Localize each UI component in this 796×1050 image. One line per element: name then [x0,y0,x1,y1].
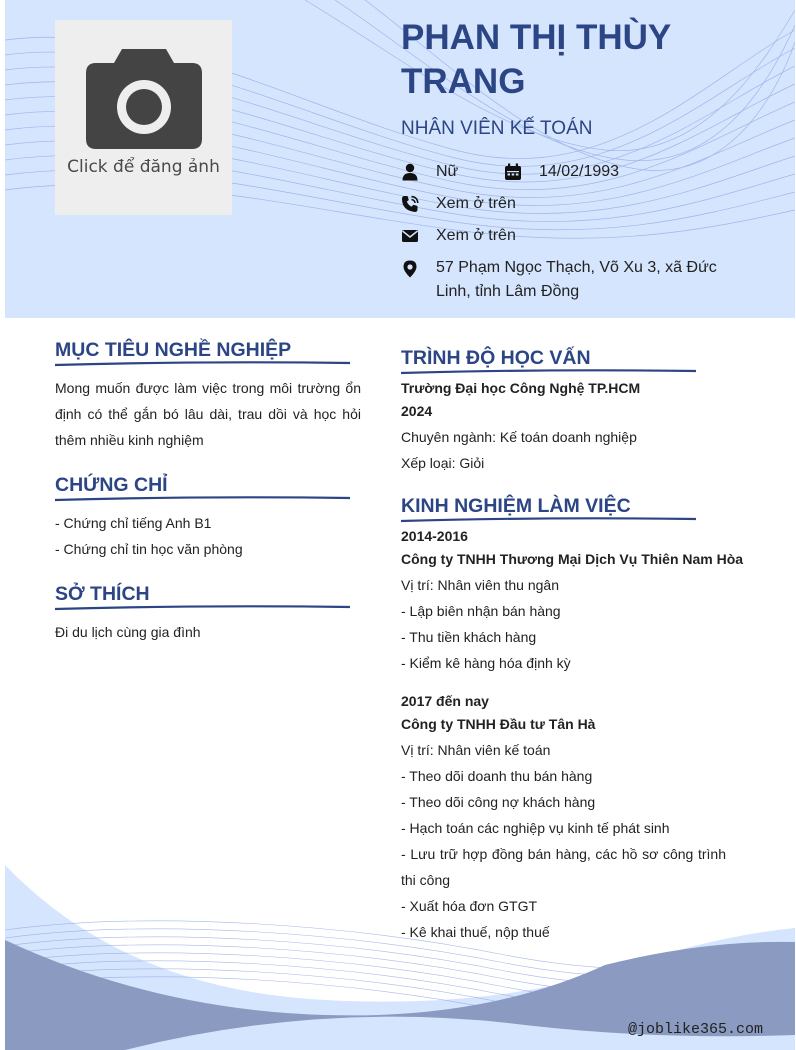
education-school: Trường Đại học Công Nghệ TP.HCM [401,380,641,396]
gender-value: Nữ [436,163,459,180]
objective-title: MỤC TIÊU NGHỀ NGHIỆP [55,339,292,361]
photo-upload-label: Click để đăng ảnh [67,157,220,177]
objective-underline [55,360,350,368]
hobbies-title: SỞ THÍCH [55,583,150,605]
certificates-title: CHỨNG CHỈ [55,474,168,496]
job-task: - Lưu trữ hợp đồng bán hàng, các hồ sơ công trình thi công [401,846,726,888]
job-task: - Kê khai thuế, nộp thuế [401,924,550,940]
job-task: - Hạch toán các nghiệp vụ kinh tế phát sinh [401,820,670,836]
job-title: NHÂN VIÊN KẾ TOÁN [401,118,593,139]
job-period: 2017 đến nay [401,693,489,709]
candidate-name: PHAN THỊ THÙY TRANG [401,18,671,101]
location-pin-icon [401,260,419,278]
cv-page [5,0,795,1050]
education-title: TRÌNH ĐỘ HỌC VẤN [401,347,591,369]
certificate-item: - Chứng chỉ tiếng Anh B1 [55,515,212,531]
job-task: - Lập biên nhận bán hàng [401,603,561,619]
job-position: Vị trí: Nhân viên thu ngân [401,577,559,593]
hobbies-text: Đi du lịch cùng gia đình [55,624,201,640]
education-year: 2024 [401,403,433,419]
address-value: 57 Phạm Ngọc Thạch, Võ Xu 3, xã Đức Linh, tỉnh Lâm Đồng [436,259,717,300]
job-task: - Theo dõi doanh thu bán hàng [401,768,593,784]
email-value: Xem ở trên [436,227,516,244]
job-company: Công ty TNHH Đầu tư Tân Hà [401,716,596,732]
certificates-underline [55,495,350,503]
job-position: Vị trí: Nhân viên kế toán [401,742,551,758]
birthday-value: 14/02/1993 [539,163,620,180]
footer-website: @joblike365.com [628,1021,764,1038]
phone-value: Xem ở trên [436,195,516,212]
job-task: - Kiểm kê hàng hóa định kỳ [401,655,571,671]
experience-title: KINH NGHIỆM LÀM VIỆC [401,495,631,517]
photo-upload[interactable] [55,20,232,215]
camera-icon [86,49,202,149]
education-major: Chuyên ngành: Kế toán doanh nghiệp [401,429,637,445]
certificate-item: - Chứng chỉ tin học văn phòng [55,541,243,557]
calendar-icon [504,163,522,181]
user-icon [401,163,419,181]
job-company: Công ty TNHH Thương Mại Dịch Vụ Thiên Nam Hòa [401,551,744,567]
education-underline [401,368,696,376]
job-task: - Thu tiền khách hàng [401,629,537,645]
objective-text: Mong muốn được làm việc trong môi trường ổn định có thể gắn bó lâu dài, trau dồi và học hỏi thêm nhiều kinh nghiệm [55,380,361,448]
job-task: - Theo dõi công nợ khách hàng [401,794,596,810]
education-grade: Xếp loại: Giỏi [401,455,485,471]
phone-icon [401,195,419,213]
job-period: 2014-2016 [401,528,468,544]
hobbies-underline [55,604,350,612]
envelope-icon [401,227,419,245]
experience-underline [401,516,696,524]
job-task: - Xuất hóa đơn GTGT [401,898,538,914]
